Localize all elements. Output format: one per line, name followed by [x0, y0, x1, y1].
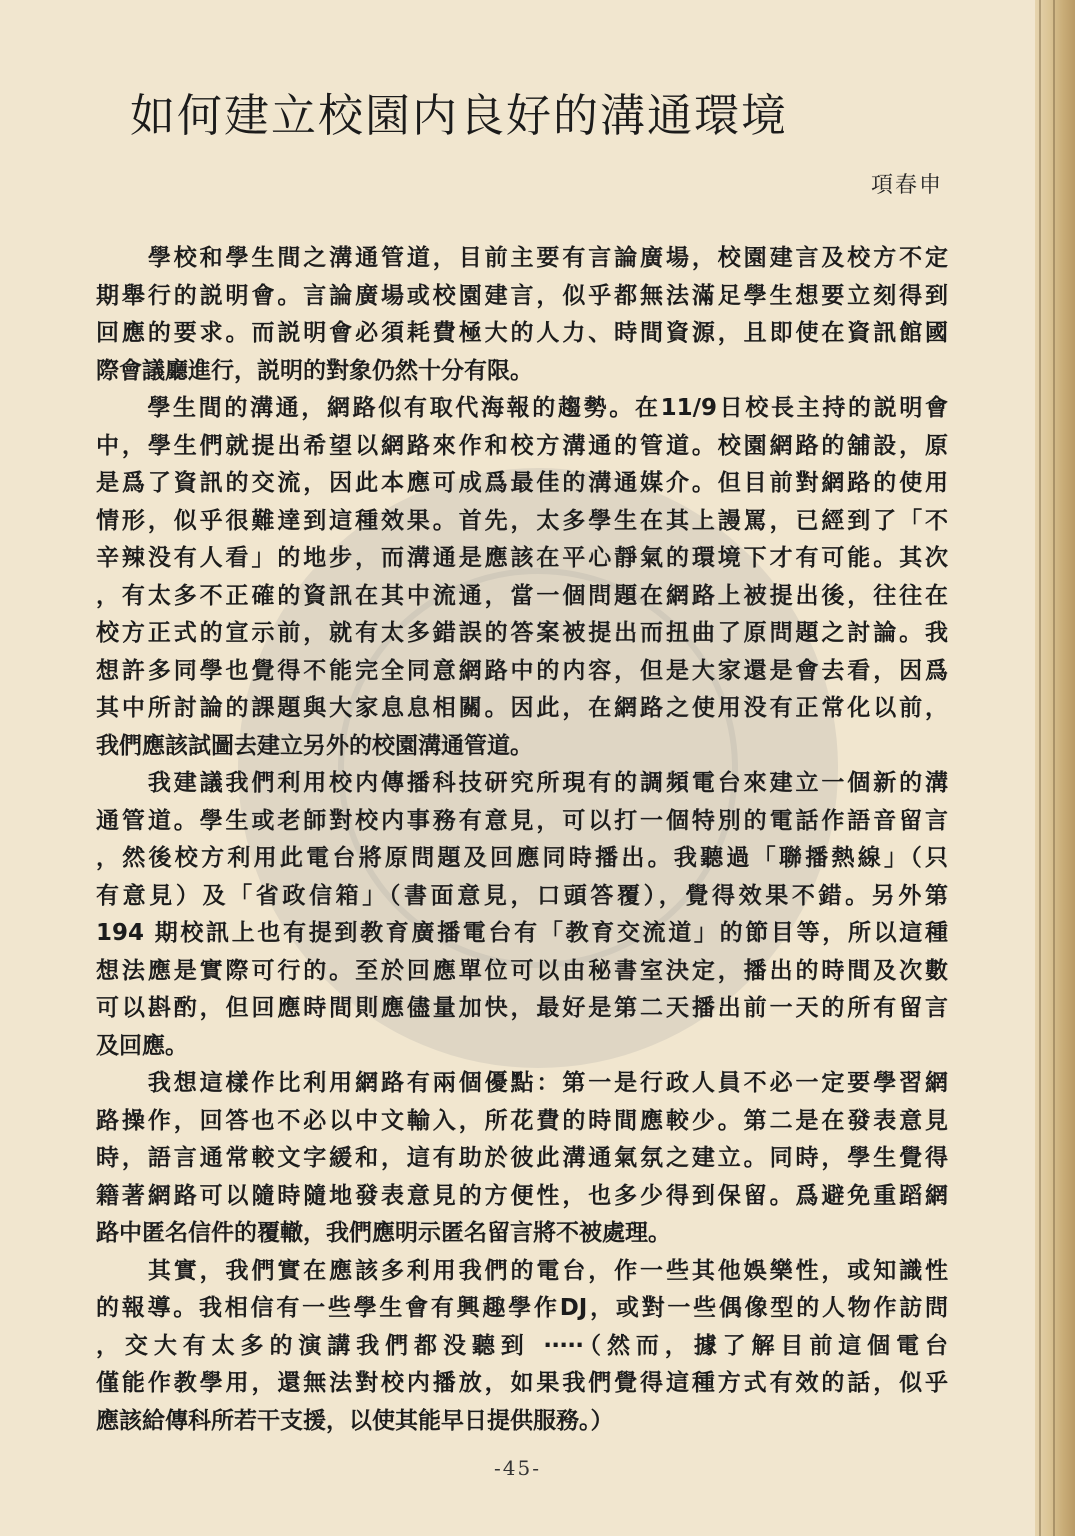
page-number: -45-: [494, 1456, 541, 1480]
text-line: 路中匿名信件的覆轍，我們應明示匿名留言將不被處理。: [96, 1220, 671, 1246]
text-line: 可以斟酌，但回應時間則應儘量加快，最好是第二天播出前一天的所有留言: [96, 995, 948, 1021]
text-line: 情形，似乎很難達到這種效果。首先，太多學生在其上謾罵，已經到了「不: [96, 507, 948, 534]
text-line: 僅能作教學用，還無法對校内播放，如果我們覺得這種方式有效的話，似乎: [96, 1370, 948, 1396]
text-line: 其中所討論的課題與大家息息相關。因此，在網路之使用没有正常化以前，: [96, 695, 948, 721]
text-line: 我建議我們利用校内傳播科技研究所現有的調頻電台來建立一個新的溝: [96, 770, 948, 796]
text-line: ，有太多不正確的資訊在其中流通，當一個問題在網路上被提出後，往往在: [96, 582, 948, 609]
text-line: 學生間的溝通，網路似有取代海報的趨勢。在11/9日校長主持的説明會: [96, 395, 948, 421]
text-line: 想法應是實際可行的。至於回應單位可以由秘書室決定，播出的時間及次數: [96, 957, 948, 984]
text-line: 應該給傳科所若干支援，以使其能早日提供服務。）: [96, 1407, 614, 1434]
text-line: 的報導。我相信有一些學生會有興趣學作DJ，或對一些偶像型的人物作訪問: [96, 1295, 948, 1321]
paragraph-2: [96, 390, 948, 765]
paragraph-1: [96, 240, 948, 390]
paragraph-4: [96, 1065, 948, 1253]
article-body: [96, 240, 948, 1440]
text-line: 想許多同學也覺得不能完全同意網路中的内容，但是大家還是會去看，因爲: [96, 657, 948, 684]
text-line: 其實，我們實在應該多利用我們的電台，作一些其他娛樂性，或知識性: [96, 1257, 948, 1284]
paragraph-5: [96, 1253, 948, 1441]
text-line: ，交大有太多的演講我們都没聽到 ‧‧‧‧‧（然而，據了解目前這個電台: [96, 1332, 948, 1359]
text-line: 路操作，回答也不必以中文輸入，所花費的時間應較少。第二是在發表意見: [96, 1107, 948, 1134]
text-line: 辛辣没有人看」的地步，而溝通是應該在平心靜氣的環境下才有可能。其次: [96, 545, 948, 571]
page-edge-line: [1039, 0, 1041, 1536]
text-line: 回應的要求。而説明會必須耗費極大的人力、時間資源，且即使在資訊館國: [96, 320, 948, 346]
text-line: 學校和學生間之溝通管道，目前主要有言論廣場，校園建言及校方不定: [96, 245, 948, 271]
text-line: 際會議廳進行，説明的對象仍然十分有限。: [96, 357, 533, 384]
page-edge-strip: [1035, 0, 1075, 1536]
text-line: 期舉行的説明會。言論廣場或校園建言，似乎都無法滿足學生想要立刻得到: [96, 282, 948, 309]
text-line: 籍著網路可以隨時隨地發表意見的方便性，也多少得到保留。爲避免重蹈網: [96, 1182, 948, 1209]
text-line: 中，學生們就提出希望以網路來作和校方溝通的管道。校園網路的舖設，原: [96, 432, 948, 459]
text-line: 194 期校訊上也有提到教育廣播電台有「教育交流道」的節目等，所以這種: [96, 920, 948, 946]
article-title: 如何建立校園内良好的溝通環境: [130, 89, 789, 142]
text-line: 是爲了資訊的交流，因此本應可成爲最佳的溝通媒介。但目前對網路的使用: [96, 470, 948, 496]
text-line: 有意見）及「省政信箱」（書面意見，口頭答覆），覺得效果不錯。另外第: [96, 882, 948, 909]
article-author: 項春申: [870, 173, 943, 198]
text-line: 時，語言通常較文字緩和，這有助於彼此溝通氣氛之建立。同時，學生覺得: [96, 1145, 948, 1171]
text-line: ，然後校方利用此電台將原問題及回應同時播出。我聽過「聯播熱線」（只: [96, 845, 948, 871]
text-line: 我想這樣作比利用網路有兩個優點：第一是行政人員不必一定要學習網: [96, 1070, 948, 1096]
text-line: 通管道。學生或老師對校内事務有意見，可以打一個特別的電話作語音留言: [96, 807, 948, 834]
paragraph-3: [96, 765, 948, 1065]
page-edge-line: [1053, 0, 1055, 1536]
text-line: 我們應該試圖去建立另外的校園溝通管道。: [96, 732, 533, 759]
text-line: 校方正式的宣示前，就有太多錯誤的答案被提出而扭曲了原問題之討論。我: [96, 620, 948, 646]
text-line: 及回應。: [96, 1032, 188, 1059]
